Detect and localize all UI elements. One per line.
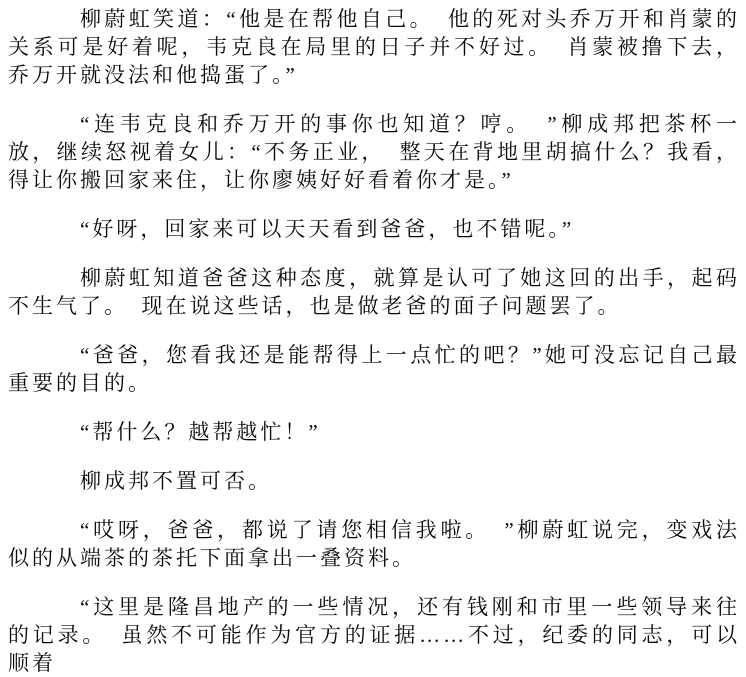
paragraph-6: “帮什么？越帮越忙！” xyxy=(80,420,321,444)
paragraph-5: “爸爸，您看我还是能帮得上一点忙的吧？”她可没忘记自己最重要的目的。 xyxy=(8,343,740,395)
paragraph-8: “哎呀，爸爸，都说了请您相信我啦。 ”柳蔚虹说完，变戏法似的从端茶的茶托下面拿出一叠资料。 xyxy=(8,518,740,570)
paragraph-9: “这里是隆昌地产的一些情况，还有钱刚和市里一些领导来往的记录。 虽然不可能作为官方的证据……不过，纪委的同志，可以顺着 xyxy=(8,595,740,675)
paragraph-3: “好呀，回家来可以天天看到爸爸，也不错呢。” xyxy=(80,217,575,241)
paragraph-4: 柳蔚虹知道爸爸这种态度，就算是认可了她这回的出手，起码不生气了。 现在说这些话，也是做老爸的面子问题罢了。 xyxy=(8,266,740,318)
paragraph-1: 柳蔚虹笑道：“他是在帮他自己。 他的死对头乔万开和肖蒙的关系可是好着呢，韦克良在局里的日子并不好过。 肖蒙被撸下去，乔万开就没法和他捣蛋了。” xyxy=(8,7,740,87)
paragraph-7: 柳成邦不置可否。 xyxy=(80,469,272,493)
paragraph-2: “连韦克良和乔万开的事你也知道？哼。 ”柳成邦把茶杯一放，继续怒视着女儿：“不务正业， 整天在背地里胡搞什么？我看，得让你搬回家来住，让你廖姨好好看着你才是。” xyxy=(8,112,740,192)
